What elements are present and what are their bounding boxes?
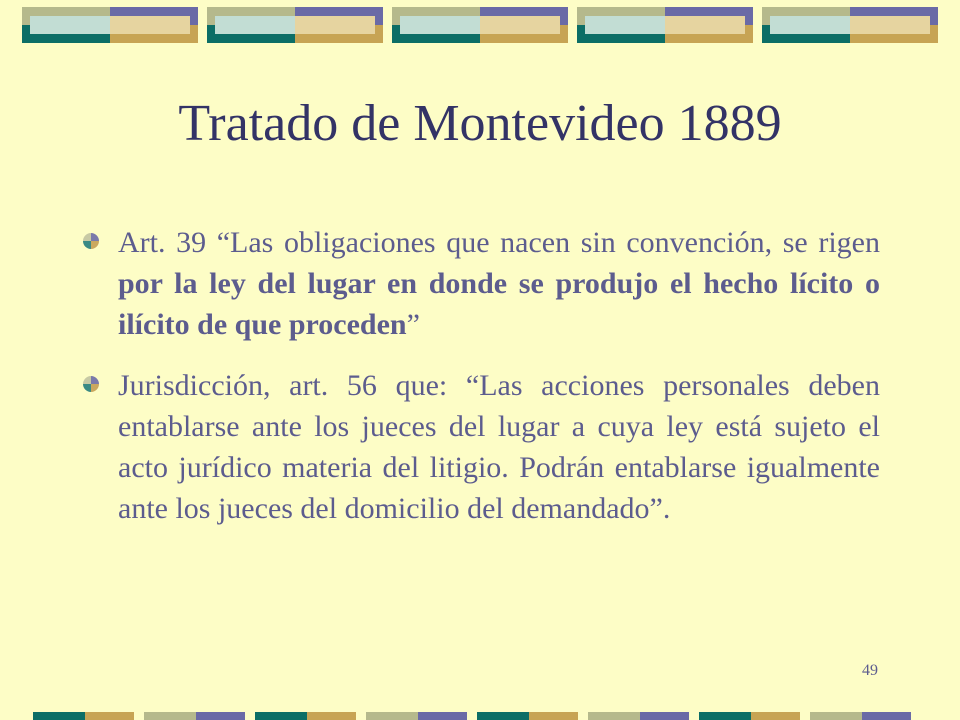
top-decorative-band [22, 7, 938, 43]
bullet-list [82, 222, 880, 549]
bullet-text-end: ” [406, 308, 420, 341]
bottom-decorative-band [33, 712, 960, 720]
bullet-text-bold: por la ley del lugar en donde se produjo el hecho lícito o ilícito de que proceden [118, 267, 880, 341]
band-tile [762, 7, 938, 43]
slide-title: Tratado de Montevideo 1889 [178, 95, 782, 152]
quarter-sphere-bullet-icon [82, 375, 100, 393]
band-tile [577, 7, 753, 43]
quarter-sphere-bullet-icon [82, 232, 100, 250]
bullet-text: Jurisdicción, art. 56 que: “Las acciones personales deben entablarse ante los jueces del lugar a cuya ley está sujeto el acto jurídico materia del litigio. Podrán entablarse igualmente ante los jueces del domicilio del demandado”. [118, 369, 880, 525]
band-tile [392, 7, 568, 43]
band-tile [22, 7, 198, 43]
slide-number: 49 [862, 662, 878, 679]
bullet-item [82, 365, 880, 529]
band-tile [207, 7, 383, 43]
bullet-item [82, 222, 880, 345]
bullet-text-intro: Art. 39 “Las obligaciones que nacen sin convención, se rigen [118, 226, 880, 259]
